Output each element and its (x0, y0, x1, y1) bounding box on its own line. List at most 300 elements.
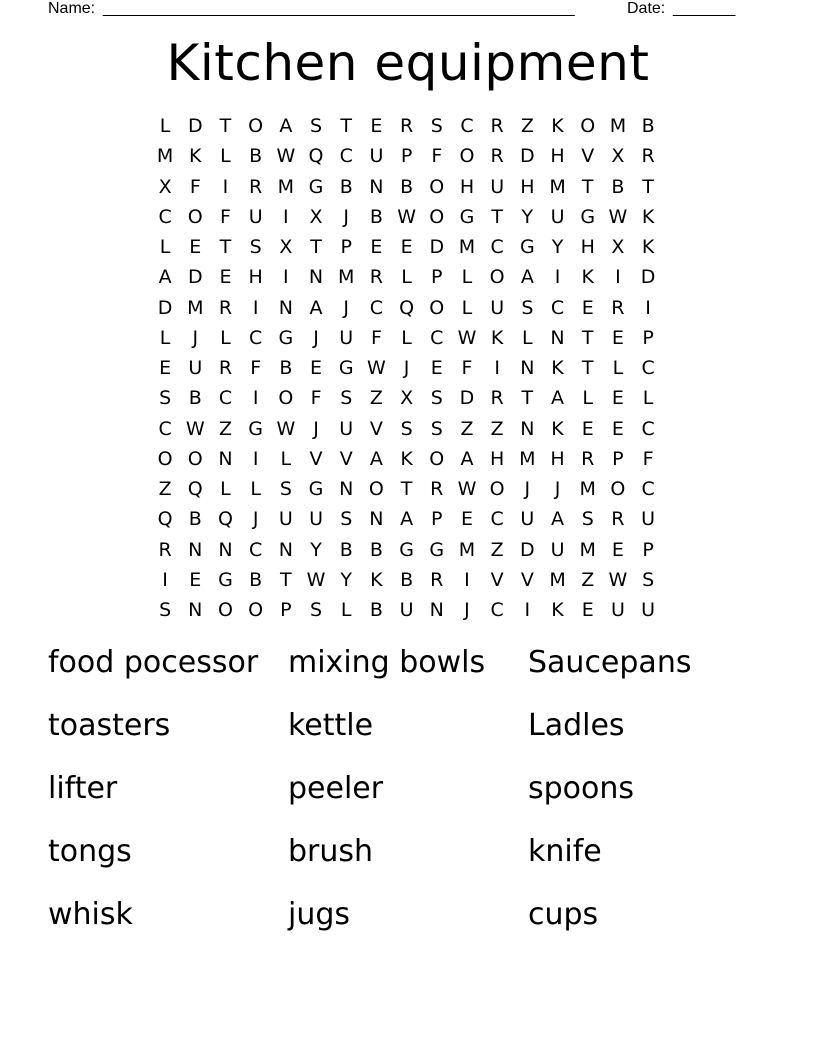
grid-letter: R (641, 145, 655, 168)
grid-letter: A (369, 447, 383, 470)
grid-letter: S (430, 417, 443, 440)
grid-letter: L (461, 266, 473, 289)
grid-letter: S (430, 387, 443, 410)
grid-letter: O (217, 599, 233, 621)
grid-letter: A (520, 266, 534, 289)
grid-letter: H (550, 145, 565, 168)
grid-letter: O (429, 296, 445, 319)
grid-letter: P (642, 538, 654, 561)
grid-letter: C (339, 145, 353, 168)
grid-letter: L (280, 447, 292, 470)
grid-letter: X (400, 387, 414, 410)
grid-letter: L (159, 326, 171, 349)
grid-letter: U (490, 296, 505, 319)
grid-letter: C (490, 236, 504, 258)
word-list-item: mixing bowls (288, 645, 486, 680)
grid-letter: O (580, 115, 596, 137)
grid-letter: B (339, 538, 353, 561)
grid-letter: I (615, 266, 621, 289)
grid-letter: Z (158, 478, 172, 500)
grid-letter: Q (399, 296, 415, 319)
grid-letter: S (249, 236, 262, 258)
grid-letter: K (400, 447, 413, 470)
grid-letter: S (340, 508, 353, 531)
grid-letter: U (490, 175, 505, 198)
grid-letter: S (400, 417, 413, 440)
grid-letter: E (400, 236, 413, 258)
grid-letter: P (612, 447, 624, 470)
word-list-item: toasters (48, 708, 171, 743)
grid-letter: N (369, 175, 384, 198)
grid-letter: Z (218, 417, 232, 440)
word-list-item: Saucepans (528, 645, 692, 680)
grid-letter: H (550, 447, 565, 470)
grid-letter: B (369, 538, 383, 561)
grid-letter: L (340, 599, 352, 621)
grid-letter: L (220, 145, 231, 168)
grid-letter: O (489, 478, 505, 500)
grid-letter: U (550, 538, 565, 561)
grid-letter: Q (187, 478, 203, 500)
grid-letter: E (189, 236, 202, 258)
grid-letter: A (279, 115, 293, 137)
grid-letter: X (279, 236, 293, 258)
grid-letter: I (283, 205, 289, 228)
grid-letter: O (459, 145, 475, 168)
grid-letter: J (524, 478, 531, 500)
grid-letter: B (400, 175, 414, 198)
grid-letter: C (249, 326, 263, 349)
grid-letter: E (430, 357, 443, 379)
grid-letter: T (219, 236, 232, 258)
grid-letter: G (308, 175, 324, 198)
grid-letter: R (399, 115, 414, 137)
grid-letter: G (429, 538, 445, 561)
grid-letter: W (306, 568, 326, 591)
grid-letter: I (222, 175, 229, 198)
grid-letter: F (370, 326, 382, 349)
grid-letter: N (188, 538, 203, 561)
grid-letter: K (551, 599, 564, 621)
grid-letter: E (611, 387, 624, 410)
grid-letter: O (368, 478, 384, 500)
grid-letter: D (459, 387, 475, 410)
grid-letter: N (188, 599, 203, 621)
grid-letter: E (370, 236, 383, 258)
grid-letter: O (248, 115, 264, 137)
grid-letter: M (609, 115, 627, 137)
grid-letter: M (156, 145, 174, 168)
grid-letter: E (581, 296, 594, 319)
grid-letter: V (581, 145, 595, 168)
word-list-item: tongs (48, 834, 132, 869)
grid-letter: S (430, 115, 443, 137)
grid-letter: W (276, 417, 296, 440)
grid-letter: L (250, 478, 261, 500)
grid-letter: J (554, 478, 561, 500)
grid-letter: I (252, 296, 259, 319)
grid-letter: B (641, 115, 655, 137)
word-list (48, 640, 768, 955)
grid-letter: E (310, 357, 323, 379)
grid-letter: K (551, 357, 564, 379)
grid-letter: D (187, 115, 203, 137)
grid-letter: C (490, 599, 504, 621)
grid-letter: F (310, 387, 322, 410)
grid-letter: F (431, 145, 443, 168)
grid-letter: J (313, 326, 319, 349)
grid-letter: L (522, 326, 533, 349)
grid-letter: B (611, 175, 625, 198)
grid-letter: F (220, 205, 231, 228)
grid-letter: O (429, 175, 445, 198)
grid-letter: E (159, 357, 172, 379)
grid-letter: N (339, 478, 354, 500)
grid-letter: U (399, 599, 414, 621)
grid-letter: E (370, 115, 383, 137)
grid-letter: C (641, 417, 655, 440)
grid-letter: R (218, 296, 233, 319)
grid-letter: T (581, 357, 594, 379)
grid-letter: R (430, 568, 444, 591)
grid-letter: G (519, 236, 535, 258)
grid-letter: R (369, 266, 383, 289)
grid-letter: U (369, 145, 384, 168)
word-list-item: food pocessor (48, 645, 259, 680)
grid-letter: Z (490, 538, 504, 561)
grid-letter: D (520, 538, 535, 561)
grid-letter: E (611, 326, 624, 349)
grid-letter: X (309, 205, 323, 228)
grid-letter: X (611, 145, 625, 168)
grid-letter: C (158, 205, 172, 228)
grid-letter: C (490, 508, 504, 531)
grid-letter: Z (581, 568, 595, 591)
grid-letter: S (310, 599, 323, 621)
grid-letter: O (429, 447, 445, 470)
grid-letter: R (158, 538, 172, 561)
grid-letter: I (464, 568, 470, 591)
grid-letter: K (370, 568, 383, 591)
grid-letter: J (343, 205, 350, 228)
grid-letter: M (458, 236, 476, 258)
grid-letter: N (550, 326, 565, 349)
grid-letter: W (397, 205, 416, 228)
grid-letter: L (220, 478, 231, 500)
grid-letter: L (612, 357, 624, 379)
grid-letter: M (458, 538, 476, 561)
grid-letter: Y (310, 538, 322, 561)
grid-letter: E (611, 417, 624, 440)
name-label: Name: (48, 0, 96, 17)
grid-letter: X (158, 175, 172, 198)
page-title: Kitchen equipment (166, 34, 650, 92)
grid-letter: N (308, 266, 324, 289)
grid-letter: J (313, 417, 319, 440)
grid-letter: U (278, 508, 293, 531)
grid-letter: U (610, 599, 625, 621)
grid-letter: T (581, 326, 594, 349)
grid-letter: S (581, 508, 594, 531)
grid-letter: U (309, 508, 323, 531)
grid-letter: G (278, 326, 294, 349)
grid-letter: I (283, 266, 289, 289)
grid-letter: L (159, 115, 171, 137)
grid-letter: M (519, 447, 536, 470)
grid-letter: E (611, 538, 624, 561)
grid-letter: N (218, 538, 233, 561)
grid-letter: D (429, 236, 445, 258)
word-list-item: spoons (528, 771, 635, 806)
grid-letter: R (218, 357, 233, 379)
grid-letter: R (581, 447, 595, 470)
grid-letter: K (551, 417, 564, 440)
grid-letter: A (309, 296, 323, 319)
grid-letter: I (524, 599, 531, 621)
grid-letter: G (580, 205, 596, 228)
grid-letter: L (159, 236, 171, 258)
grid-letter: C (158, 417, 172, 440)
grid-letter: H (520, 175, 535, 198)
grid-letter: B (188, 508, 202, 531)
grid-letter: C (369, 296, 384, 319)
grid-letter: G (308, 478, 324, 500)
grid-letter: W (185, 417, 205, 440)
grid-letter: D (187, 266, 203, 289)
grid-letter: W (457, 326, 477, 349)
grid-letter: R (249, 175, 263, 198)
grid-letter: C (218, 387, 233, 410)
grid-letter: V (520, 568, 534, 591)
grid-letter: Z (490, 417, 504, 440)
grid-letter: L (401, 266, 412, 289)
grid-letter: W (367, 357, 386, 379)
grid-letter: N (429, 599, 444, 621)
grid-letter: A (551, 387, 565, 410)
grid-letter: R (490, 115, 504, 137)
grid-letter: E (460, 508, 473, 531)
grid-letter: B (279, 357, 293, 379)
grid-letter: S (340, 387, 353, 410)
grid-letter: N (278, 296, 293, 319)
grid-letter: U (641, 508, 656, 531)
grid-letter: F (250, 357, 262, 379)
grid-letter: T (521, 387, 534, 410)
grid-letter: F (642, 447, 654, 470)
grid-letter: A (400, 508, 414, 531)
word-list-item: lifter (48, 771, 118, 806)
grid-letter: D (640, 266, 656, 289)
grid-letter: G (338, 357, 354, 379)
date-blank-line: _______ (673, 0, 736, 17)
grid-letter: Z (460, 417, 474, 440)
grid-letter: U (520, 508, 535, 531)
grid-letter: L (582, 387, 594, 410)
grid-letter: H (459, 175, 475, 198)
grid-letter: A (460, 447, 474, 470)
grid-letter: B (249, 145, 263, 168)
grid-letter: L (220, 326, 231, 349)
grid-letter: R (611, 508, 625, 531)
grid-letter: N (520, 417, 535, 440)
grid-letter: U (339, 417, 354, 440)
grid-letter: R (490, 387, 504, 410)
word-list-item: jugs (288, 897, 351, 932)
grid-letter: P (340, 236, 352, 258)
grid-letter: I (554, 266, 561, 289)
grid-letter: D (520, 145, 535, 168)
grid-letter: O (248, 599, 264, 621)
grid-letter: T (340, 115, 353, 137)
grid-letter: G (218, 568, 233, 591)
word-search-grid (150, 111, 664, 625)
word-list-item: cups (528, 897, 599, 932)
grid-letter: O (278, 387, 294, 410)
grid-letter: U (641, 599, 656, 621)
grid-letter: M (579, 538, 596, 561)
grid-letter: I (252, 447, 259, 470)
grid-letter: C (460, 115, 474, 137)
word-list-item: whisk (48, 897, 133, 932)
grid-letter: Z (520, 115, 534, 137)
grid-letter: I (494, 357, 500, 379)
grid-letter: J (343, 296, 350, 319)
grid-letter: J (252, 508, 259, 531)
grid-letter: S (279, 478, 292, 500)
grid-letter: B (188, 387, 202, 410)
grid-letter: E (581, 599, 594, 621)
grid-letter: E (581, 417, 594, 440)
grid-letter: F (189, 175, 201, 198)
grid-letter: M (277, 175, 295, 198)
grid-letter: K (551, 115, 564, 137)
grid-letter: L (401, 326, 412, 349)
grid-letter: V (339, 447, 353, 470)
grid-letter: P (642, 326, 654, 349)
grid-letter: T (642, 175, 654, 198)
grid-letter: K (490, 326, 504, 349)
grid-letter: V (309, 447, 323, 470)
grid-letter: N (520, 357, 535, 379)
grid-letter: Q (157, 508, 173, 531)
grid-letter: W (276, 145, 296, 168)
grid-letter: M (549, 175, 566, 198)
grid-letter: E (219, 266, 232, 289)
grid-letter: Y (521, 205, 534, 228)
grid-letter: T (280, 568, 292, 591)
word-list-item: knife (528, 834, 602, 869)
grid-letter: C (641, 357, 655, 379)
grid-letter: M (549, 568, 566, 591)
grid-letter: O (429, 205, 445, 228)
grid-letter: P (431, 266, 443, 289)
grid-letter: R (490, 145, 504, 168)
grid-letter: O (489, 266, 505, 289)
grid-letter: W (608, 568, 628, 591)
grid-letter: T (400, 478, 413, 500)
grid-letter: S (159, 387, 172, 410)
grid-letter: E (189, 568, 202, 591)
grid-letter: W (457, 478, 477, 500)
grid-letter: T (219, 115, 232, 137)
word-list-item: brush (288, 834, 374, 869)
grid-letter: U (248, 205, 263, 228)
grid-letter: V (369, 417, 383, 440)
grid-letter: C (641, 478, 655, 500)
grid-letter: T (581, 175, 594, 198)
grid-letter: G (459, 205, 475, 228)
grid-letter: O (187, 205, 203, 228)
grid-letter: B (339, 175, 353, 198)
grid-letter: B (249, 568, 263, 591)
grid-letter: C (430, 326, 444, 349)
grid-letter: R (611, 296, 625, 319)
grid-letter: P (280, 599, 292, 621)
grid-letter: S (642, 568, 655, 591)
grid-letter: K (581, 266, 594, 289)
grid-letter: S (310, 115, 323, 137)
grid-letter: U (188, 357, 203, 379)
grid-letter: K (641, 236, 655, 258)
grid-letter: R (430, 478, 444, 500)
date-label: Date: (627, 0, 666, 17)
word-list-item: Ladles (528, 708, 625, 743)
grid-letter: X (611, 236, 625, 258)
grid-letter: T (491, 205, 503, 228)
grid-letter: P (400, 145, 413, 168)
grid-letter: Z (369, 387, 383, 410)
grid-letter: V (490, 568, 504, 591)
grid-letter: Y (340, 568, 353, 591)
word-list-item: kettle (288, 708, 374, 743)
grid-letter: H (490, 447, 505, 470)
name-blank-line: _____________________________________________________ (103, 0, 575, 17)
grid-letter: J (464, 599, 470, 621)
word-list-item: peeler (288, 771, 384, 806)
grid-letter: G (399, 538, 414, 561)
grid-letter: T (310, 236, 322, 258)
grid-letter: H (248, 266, 263, 289)
grid-letter: I (645, 296, 651, 319)
grid-letter: N (369, 508, 384, 531)
grid-letter: N (218, 447, 233, 470)
grid-letter: A (551, 508, 565, 531)
grid-letter: Q (217, 508, 233, 531)
grid-letter: M (187, 296, 204, 319)
grid-letter: B (369, 599, 383, 621)
grid-letter: S (159, 599, 172, 621)
grid-letter: K (641, 205, 655, 228)
grid-letter: I (162, 568, 168, 591)
grid-letter: O (157, 447, 173, 470)
grid-letter: L (461, 296, 473, 319)
grid-letter: O (187, 447, 203, 470)
grid-letter: O (610, 478, 626, 500)
grid-letter: J (403, 357, 410, 379)
grid-letter: M (338, 266, 355, 289)
grid-letter: W (608, 205, 628, 228)
grid-letter: B (369, 205, 383, 228)
grid-letter: I (252, 387, 259, 410)
grid-letter: U (339, 326, 354, 349)
grid-letter: D (157, 296, 173, 319)
grid-letter: B (400, 568, 414, 591)
grid-letter: G (248, 417, 264, 440)
grid-letter: U (550, 205, 565, 228)
grid-letter: Y (551, 236, 564, 258)
grid-letter: S (521, 296, 534, 319)
grid-letter: K (189, 145, 202, 168)
